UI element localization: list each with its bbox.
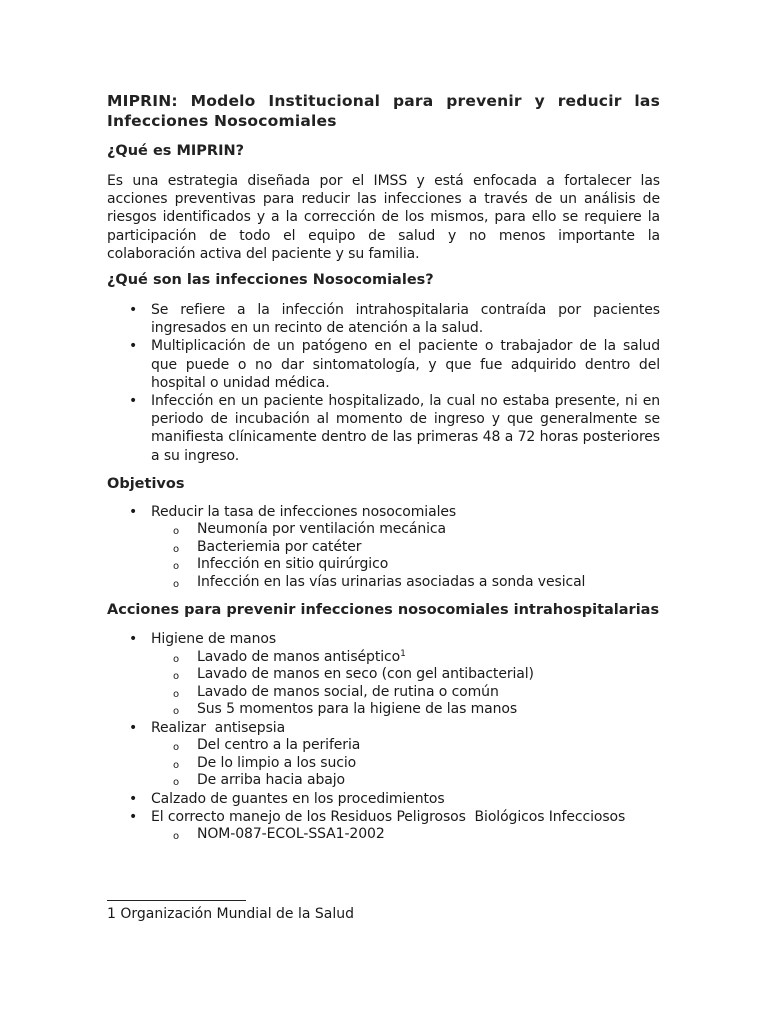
bullet-icon: • (129, 503, 138, 520)
heading-acciones: Acciones para prevenir infecciones nosocomiales intrahospitalarias (107, 602, 660, 619)
bullet-icon: • (129, 790, 138, 807)
sub-list-item: o Lavado de manos antiséptico$^1$ (151, 649, 660, 667)
bullet-icon: • (129, 338, 138, 355)
footnote-reference[interactable]: 1 (400, 648, 406, 659)
bullet-icon: • (129, 631, 138, 648)
antisepsis-sublist (151, 737, 660, 790)
document-body (107, 91, 660, 844)
sub-list-item: o Infección en sitio quirúrgico (151, 556, 660, 574)
bullet-icon: • (129, 720, 138, 736)
sub-list-item: o De lo limpio a los sucio (151, 755, 660, 773)
heading-objetivos: Objetivos (107, 475, 185, 492)
footnote-separator (107, 900, 246, 901)
waste-sublist (151, 826, 660, 844)
circle-bullet-icon: o (173, 759, 180, 771)
document-title (107, 91, 660, 131)
sub-list-item: o Lavado de manos en seco (con gel antibacterial) (151, 666, 660, 684)
circle-bullet-icon: o (173, 706, 180, 718)
list-item: • Higiene de manos o Lavado de manos antiséptico$^1$ o Lavado de manos en seco (con gel antibacterial) o Lavado de manos social, de rutina o común o Sus 5 momentos para la higiene de las manos (107, 630, 660, 719)
heading-que-es-miprin: ¿Qué es MIPRIN? (107, 143, 245, 159)
objectives-list (107, 503, 660, 592)
sub-list-item: o Sus 5 momentos para la higiene de las manos (151, 701, 660, 719)
list-item: • Se refiere a la infección intrahospitalaria contraída por pacientes ingresados en un recinto de atención a la salud. (129, 302, 660, 337)
circle-bullet-icon: o (173, 777, 180, 789)
title-line-1: MIPRIN: Modelo Institucional para prevenir y reducir las (107, 92, 660, 110)
sub-list-item: o NOM-087-ECOL-SSA1-2002 (151, 826, 660, 844)
circle-bullet-icon: o (173, 578, 180, 590)
circle-bullet-icon: o (173, 526, 180, 538)
circle-bullet-icon: o (173, 561, 180, 573)
sub-list-item: o Infección en las vías urinarias asociadas a sonda vesical (151, 574, 660, 592)
sub-list-item: o Del centro a la periferia (151, 737, 660, 755)
circle-bullet-icon: o (173, 671, 180, 683)
circle-bullet-icon: o (173, 653, 180, 665)
circle-bullet-icon: o (173, 543, 180, 555)
paragraph-miprin: Es una estrategia diseñada por el IMSS y está enfocada a fortalecer las acciones preventivas para reducir las infecciones a través de un análisis de riesgos identificados y a la corrección de los mismos, para ello se requiere la participación de todo el equipo de salud y no menos importante la colaboración activa del paciente y su familia. (107, 173, 660, 262)
circle-bullet-icon: o (173, 742, 180, 754)
circle-bullet-icon: o (173, 831, 180, 843)
sub-list-item: o Neumonía por ventilación mecánica (151, 521, 660, 539)
objectives-sublist (151, 521, 660, 591)
bullet-icon: • (129, 302, 138, 319)
sub-list-item: o Bacteriemia por catéter (151, 539, 660, 557)
sub-list-item: o De arriba hacia abajo (151, 772, 660, 790)
list-item: • Reducir la tasa de infecciones nosocomiales o Neumonía por ventilación mecánica o Bacteriemia por catéter o Infección en sitio quirúrgico o Infección en las vías urinarias asociadas a sonda vesical (107, 503, 660, 592)
bullet-icon: • (129, 809, 138, 826)
bullet-icon: • (129, 393, 138, 410)
list-item: • Calzado de guantes en los procedimientos (129, 790, 445, 807)
sub-list-item: o Lavado de manos social, de rutina o común (151, 684, 660, 702)
heading-infecciones-nosocomiales: ¿Qué son las infecciones Nosocomiales? (107, 272, 434, 289)
actions-list (107, 630, 660, 844)
footnote-text: 1 Organización Mundial de la Salud (107, 906, 355, 922)
list-item: • Infección en un paciente hospitalizado, la cual no estaba presente, ni en periodo de incubación al momento de ingreso y que generalmente se manifiesta clínicamente dentro de las primeras 48 a 72 horas posteriores a su ingreso. (129, 393, 660, 464)
list-item: • Realizar antisepsia o Del centro a la periferia o De lo limpio a los sucio o De arriba hacia abajo (107, 719, 660, 790)
definitions-list (107, 301, 660, 465)
title-line-2: Infecciones Nosocomiales (107, 112, 337, 130)
circle-bullet-icon: o (173, 688, 180, 700)
list-item: • Multiplicación de un patógeno en el paciente o trabajador de la salud que puede o no dar sintomatología, y que fue adquirido dentro del hospital o unidad médica. (129, 338, 660, 391)
hand-hygiene-sublist (151, 649, 660, 719)
list-item: • El correcto manejo de los Residuos Peligrosos Biológicos Infecciosos o NOM-087-ECOL-SSA1-2002 (107, 808, 660, 844)
